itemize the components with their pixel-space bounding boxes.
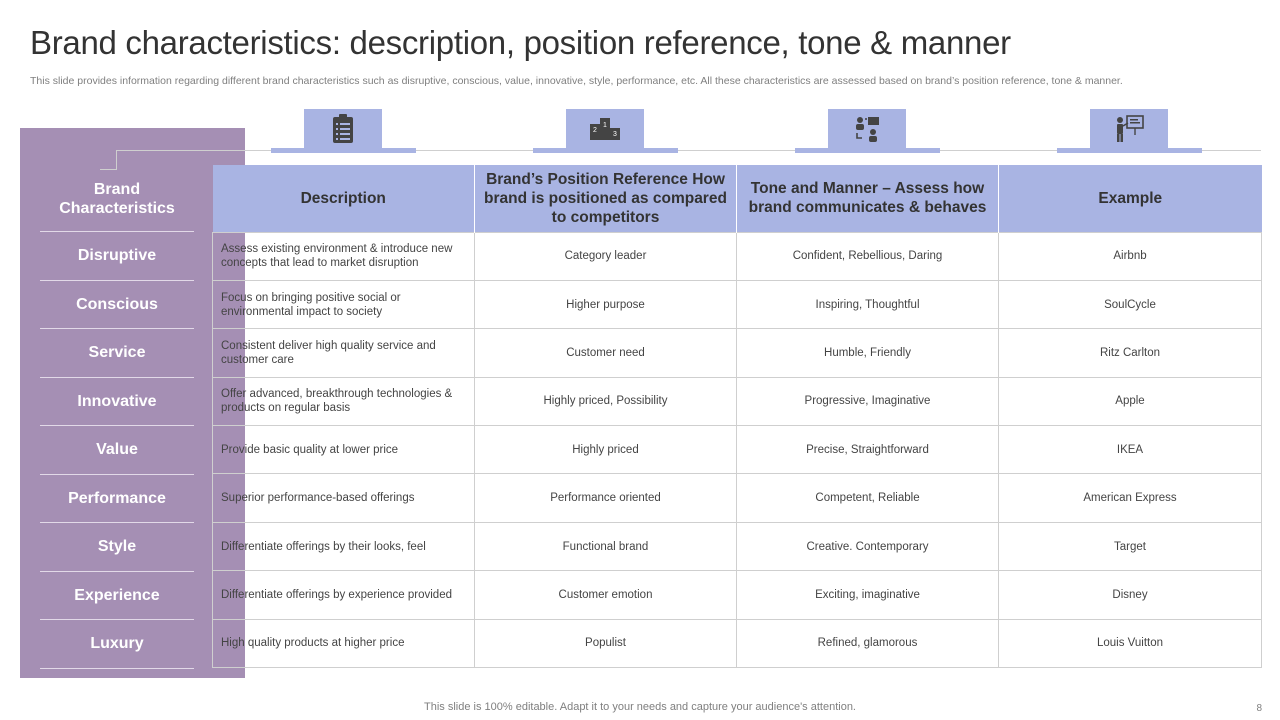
cell-example: IKEA	[999, 426, 1262, 474]
cell-description: Differentiate offerings by experience provided	[213, 571, 475, 619]
cell-tone: Competent, Reliable	[737, 474, 999, 522]
svg-text:2: 2	[593, 127, 597, 134]
table-row	[213, 522, 1262, 570]
header-position: Brand’s Position Reference How brand is positioned as compared to competitors	[475, 165, 737, 232]
cell-tone: Creative. Contemporary	[737, 522, 999, 570]
cell-description: Differentiate offerings by their looks, feel	[213, 522, 475, 570]
cell-position: Performance oriented	[475, 474, 737, 522]
cell-description: Provide basic quality at lower price	[213, 426, 475, 474]
table-row	[213, 377, 1262, 425]
cell-tone: Humble, Friendly	[737, 329, 999, 377]
cell-position: Customer need	[475, 329, 737, 377]
header-description: Description	[213, 165, 475, 232]
side-header: Brand Characteristics	[40, 166, 194, 232]
cell-description: Focus on bringing positive social or environmental impact to society	[213, 280, 475, 328]
cell-description: Consistent deliver high quality service and customer care	[213, 329, 475, 377]
cell-tone: Refined, glamorous	[737, 619, 999, 667]
side-item-experience: Experience	[40, 572, 194, 620]
table-row	[213, 280, 1262, 328]
cell-example: Louis Vuitton	[999, 619, 1262, 667]
clipboard-icon	[304, 109, 382, 149]
header-tone: Tone and Manner – Assess how brand communicates & behaves	[737, 165, 999, 232]
characteristics-table	[212, 165, 1262, 668]
podium-icon	[566, 109, 644, 149]
cell-description: Superior performance-based offerings	[213, 474, 475, 522]
cell-position: Populist	[475, 619, 737, 667]
cell-example: Target	[999, 522, 1262, 570]
header-example: Example	[999, 165, 1262, 232]
cell-example: Airbnb	[999, 232, 1262, 280]
side-item-value: Value	[40, 426, 194, 475]
meeting-icon	[828, 109, 906, 149]
table-row	[213, 426, 1262, 474]
page-number: 8	[1256, 703, 1262, 714]
presenter-icon	[1090, 109, 1168, 149]
side-item-service: Service	[40, 329, 194, 378]
cell-tone: Progressive, Imaginative	[737, 377, 999, 425]
cell-example: Ritz Carlton	[999, 329, 1262, 377]
table-row	[213, 474, 1262, 522]
svg-text:3: 3	[613, 131, 617, 138]
side-item-innovative: Innovative	[40, 378, 194, 426]
slide-subtitle: This slide provides information regarding different brand characteristics such as disruptive, conscious, value, innovative, style, performance, etc. All these characteristics are assessed based on brand’s position reference, tone & manner.	[30, 75, 1123, 87]
cell-position: Functional brand	[475, 522, 737, 570]
side-item-style: Style	[40, 523, 194, 572]
slide-title: Brand characteristics: description, position reference, tone & manner	[30, 24, 1011, 61]
cell-description: Assess existing environment & introduce new concepts that lead to market disruption	[213, 232, 475, 280]
cell-example: SoulCycle	[999, 280, 1262, 328]
cell-position: Higher purpose	[475, 280, 737, 328]
side-item-disruptive: Disruptive	[40, 232, 194, 281]
cell-tone: Exciting, imaginative	[737, 571, 999, 619]
table-row	[213, 619, 1262, 667]
cell-description: High quality products at higher price	[213, 619, 475, 667]
cell-example: American Express	[999, 474, 1262, 522]
cell-example: Apple	[999, 377, 1262, 425]
table-row	[213, 329, 1262, 377]
cell-description: Offer advanced, breakthrough technologies & products on regular basis	[213, 377, 475, 425]
table-row	[213, 232, 1262, 280]
side-item-performance: Performance	[40, 475, 194, 523]
cell-tone: Confident, Rebellious, Daring	[737, 232, 999, 280]
table-row	[213, 571, 1262, 619]
svg-text:1: 1	[603, 122, 607, 129]
cell-tone: Inspiring, Thoughtful	[737, 280, 999, 328]
side-item-luxury: Luxury	[40, 620, 194, 669]
cell-position: Highly priced	[475, 426, 737, 474]
cell-position: Category leader	[475, 232, 737, 280]
table-header-row	[213, 165, 1262, 232]
side-item-conscious: Conscious	[40, 281, 194, 329]
cell-position: Customer emotion	[475, 571, 737, 619]
cell-tone: Precise, Straightforward	[737, 426, 999, 474]
cell-example: Disney	[999, 571, 1262, 619]
slide-footer: This slide is 100% editable. Adapt it to your needs and capture your audience's attention.	[424, 701, 856, 713]
cell-position: Highly priced, Possibility	[475, 377, 737, 425]
